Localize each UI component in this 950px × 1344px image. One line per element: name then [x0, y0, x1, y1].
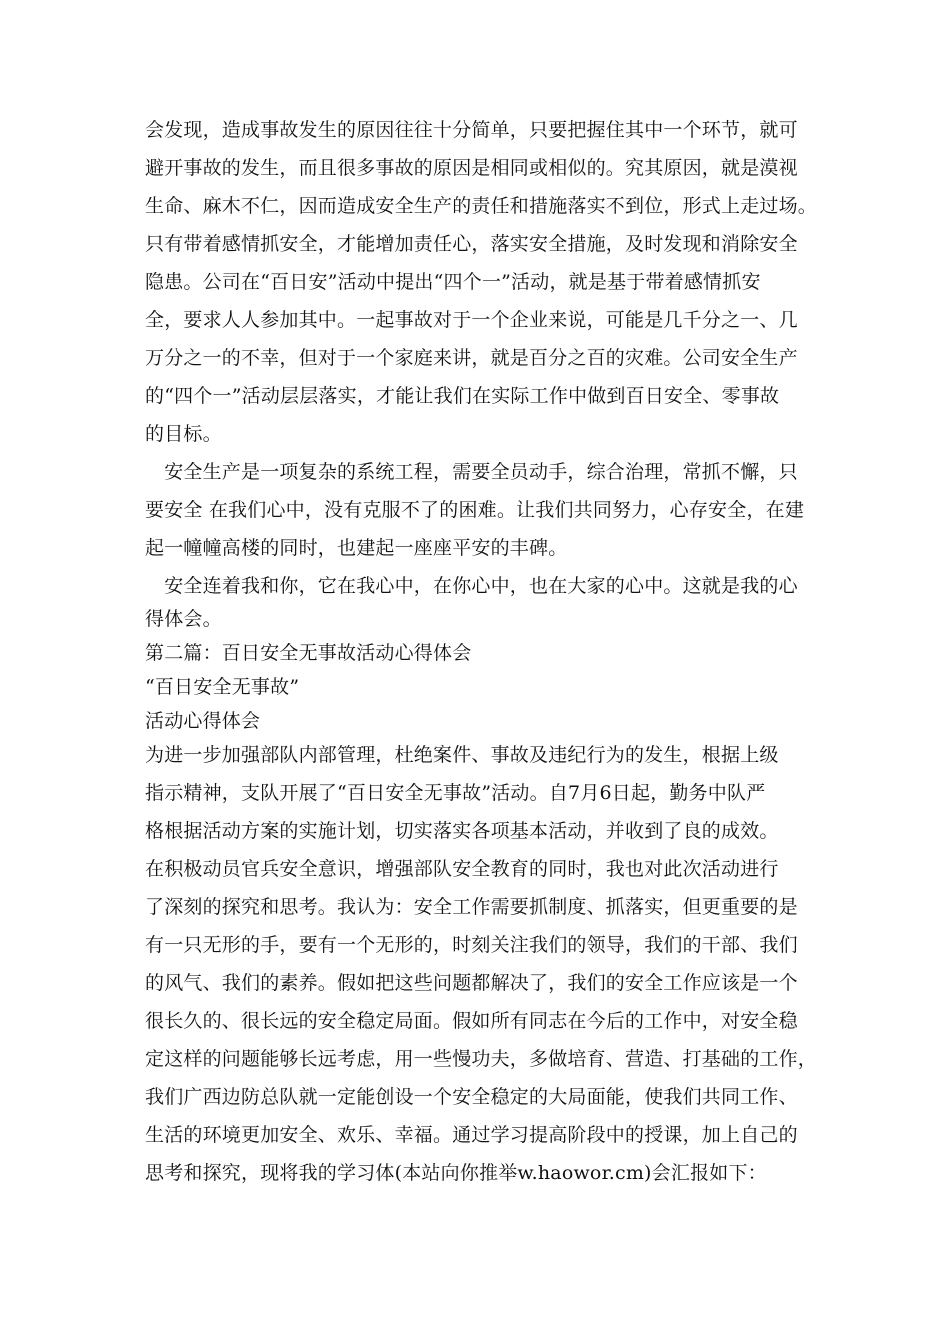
text-line: 全，要求人人参加其中。一起事故对于一个企业来说，可能是几千分之一、几 [145, 309, 798, 331]
text-line: 起一幢幢高楼的同时，也建起一座座平安的丰碑。 [145, 537, 568, 559]
text-line: 要安全 在我们心中，没有克服不了的困难。让我们共同努力，心存安全，在建 [145, 499, 805, 521]
text-line: 很长久的、很长远的安全稳定局面。假如所有同志在今后的工作中，对安全稳 [145, 1010, 798, 1032]
text-line: 安全连着我和你，它在我心中，在你心中，也在大家的心中。这就是我的心 [145, 575, 798, 597]
text-line: 了深刻的探究和思考。我认为：安全工作需要抓制度、抓落实，但更重要的是 [145, 896, 798, 918]
text-line: 隐患。公司在“百日安”活动中提出“四个一”活动，就是基于带着感情抓安 [145, 271, 761, 293]
text-line: 会发现，造成事故发生的原因往往十分简单，只要把握住其中一个环节，就可 [145, 119, 798, 141]
text-line: 只有带着感情抓安全，才能增加责任心，落实安全措施，及时发现和消除安全 [145, 233, 798, 255]
text-line: 我们广西边防总队就一定能创设一个安全稳定的大局面能，使我们共同工作、 [145, 1086, 798, 1108]
text-line: 生活的环境更加安全、欢乐、幸福。通过学习提高阶段中的授课，加上自己的 [145, 1124, 798, 1146]
text-line: 万分之一的不幸，但对于一个家庭来讲，就是百分之百的灾难。公司安全生产 [145, 347, 798, 369]
text-line: 避开事故的发生，而且很多事故的原因是相同或相似的。究其原因，就是漠视 [145, 157, 798, 179]
section-heading: 第二篇：百日安全无事故活动心得体会 [145, 642, 472, 664]
text-line: 思考和探究，现将我的学习体(本站向你推举w.haowor.cm)会汇报如下： [145, 1162, 767, 1184]
text-line: 的风气、我们的素养。假如把这些问题都解决了，我们的安全工作应该是一个 [145, 972, 798, 994]
text-line: 为进一步加强部队内部管理，杜绝案件、事故及违纪行为的发生，根据上级 [145, 744, 779, 766]
text-line: 生命、麻木不仁，因而造成安全生产的责任和措施落实不到位，形式上走过场。 [145, 195, 818, 217]
text-line: 得体会。 [145, 608, 222, 630]
section-subtitle: 活动心得体会 [145, 710, 261, 732]
text-line: 格根据活动方案的实施计划，切实落实各项基本活动，并收到了良的成效。 [145, 820, 779, 842]
text-line: 定这样的问题能够长远考虑，用一些慢功夫，多做培育、营造、打基础的工作， [145, 1048, 818, 1070]
text-line: 指示精神，支队开展了“百日安全无事故”活动。自7月6日起，勤务中队严 [145, 782, 766, 804]
text-line: 安全生产是一项复杂的系统工程，需要全员动手，综合治理，常抓不懈，只 [145, 461, 798, 483]
text-line: 的“四个一”活动层层落实，才能让我们在实际工作中做到百日安全、零事故 [145, 385, 780, 407]
text-line: 的目标。 [145, 423, 222, 445]
section-subtitle: “百日安全无事故” [145, 676, 300, 698]
text-line: 有一只无形的手，要有一个无形的，时刻关注我们的领导，我们的干部、我们 [145, 934, 798, 956]
text-line: 在积极动员官兵安全意识，增强部队安全教育的同时，我也对此次活动进行 [145, 858, 779, 880]
